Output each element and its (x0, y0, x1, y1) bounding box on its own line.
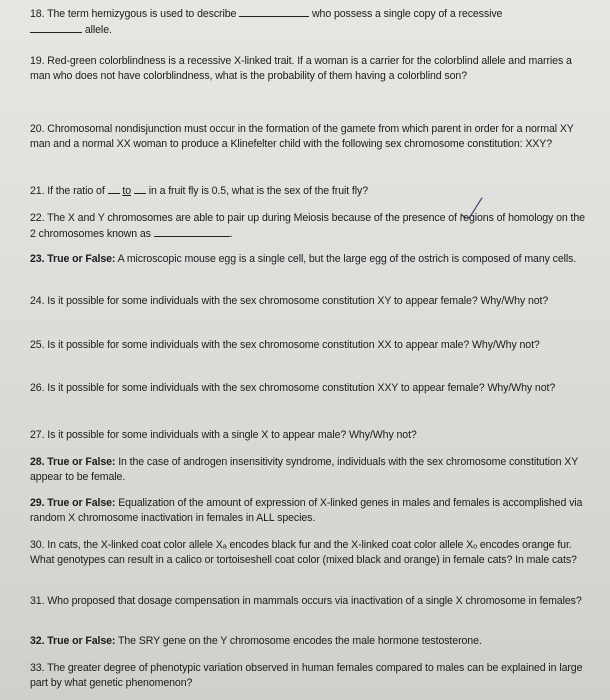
question-22 (30, 211, 586, 241)
question-26-text: 26. Is it possible for some individuals with the sex chromosome constitution XXY to appear female? Why/Why not? (30, 382, 556, 394)
question-24 (30, 294, 586, 309)
question-33-text: 33. The greater degree of phenotypic variation observed in human females compared to males can be explained in large part by what genetic phenomenon? (30, 662, 583, 689)
question-27-text: 27. Is it possible for some individuals with a single X to appear male? Why/Why not? (30, 429, 417, 441)
question-19 (30, 54, 586, 83)
answer-blank[interactable] (108, 183, 120, 194)
question-32-text: The SRY gene on the Y chromosome encodes the male hormone testosterone. (118, 635, 482, 647)
question-29 (30, 496, 586, 525)
question-18 (30, 6, 586, 37)
answer-blank[interactable] (154, 226, 230, 237)
question-31-text: 31. Who proposed that dosage compensation in mammals occurs via inactivation of a single X chromosome in females? (30, 595, 582, 607)
question-21 (30, 183, 586, 199)
question-29-text: Equalization of the amount of expression of X-linked genes in males and females is accomplished via random X chromosome inactivation in females in ALL species. (30, 497, 583, 524)
question-21-text-a: 21. If the ratio of (30, 185, 105, 197)
question-32-label: 32. True or False: (30, 635, 116, 647)
question-19-text: 19. Red-green colorblindness is a recessive X-linked trait. If a woman is a carrier for the colorblind allele and marries a man who does not have colorblindness, what is the probability of them having a colorblind son? (30, 55, 572, 82)
question-28-label: 28. True or False: (30, 456, 116, 468)
question-26 (30, 381, 586, 396)
question-28 (30, 455, 586, 484)
answer-blank[interactable] (30, 22, 82, 33)
answer-blank[interactable] (239, 6, 309, 17)
question-30 (30, 538, 586, 567)
question-21-text-b: to (122, 185, 131, 197)
question-20-text: 20. Chromosomal nondisjunction must occur in the formation of the gamete from which parent in order for a normal XY man and a normal XX woman to produce a Klinefelter child with the following sex chromosome constitution: XXY? (30, 123, 574, 150)
question-33 (30, 661, 586, 690)
question-22-end: . (229, 227, 233, 240)
question-32 (30, 634, 586, 649)
question-18-text-a: 18. The term hemizygous is used to describe (30, 8, 237, 20)
question-21-text-c: in a fruit fly is 0.5, what is the sex of the fruit fly? (148, 185, 369, 197)
question-28-text: In the case of androgen insensitivity syndrome, individuals with the sex chromosome constitution XY appear to be female. (30, 456, 578, 483)
question-27 (30, 428, 586, 443)
question-22-text: 22. The X and Y chromosomes are able to pair up during Meiosis because of the presence of regions of homology on the 2 chromosomes known as (30, 212, 585, 240)
question-24-text: 24. Is it possible for some individuals with the sex chromosome constitution XY to appear female? Why/Why not? (30, 295, 549, 307)
question-23-label: 23. True or False: (30, 253, 116, 265)
question-30-text: 30. In cats, the X-linked coat color allele Xₐ encodes black fur and the X-linked coat color allele Xₒ encodes orange fur. What genotypes can result in a calico or tortoiseshell coat color (mixed black and orange) in female cats? In male cats? (30, 539, 577, 566)
question-23 (30, 252, 586, 267)
question-29-label: 29. True or False: (30, 497, 116, 509)
question-20 (30, 122, 586, 151)
question-18-text-c: allele. (84, 23, 112, 36)
answer-blank[interactable] (134, 183, 146, 194)
question-18-text-b: who possess a single copy of a recessive (312, 8, 503, 20)
question-25-text: 25. Is it possible for some individuals with the sex chromosome constitution XX to appear male? Why/Why not? (30, 339, 540, 351)
question-25 (30, 338, 586, 353)
question-23-text: A microscopic mouse egg is a single cell, but the large egg of the ostrich is composed of many cells. (117, 253, 577, 265)
question-31 (30, 594, 586, 609)
